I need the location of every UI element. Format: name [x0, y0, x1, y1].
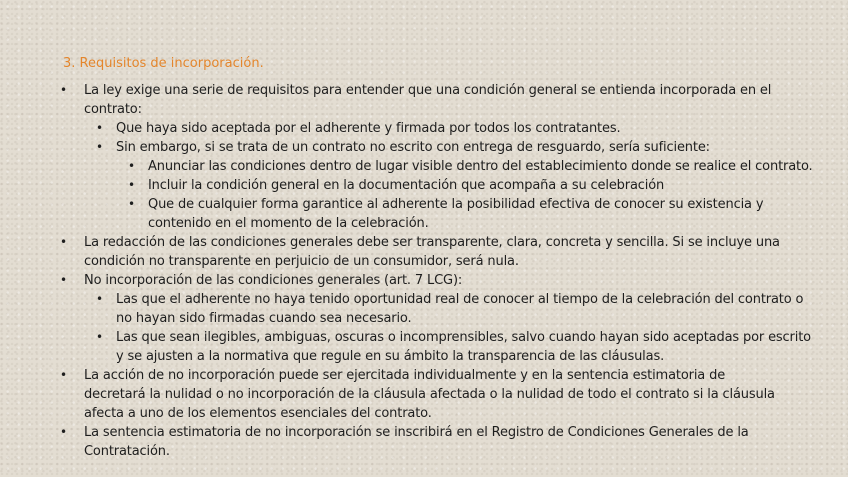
bullet-icon: • [60, 368, 67, 382]
list-item [0, 290, 816, 328]
list-item-text: Incluir la condición general en la documentación que acompaña a su celebración [148, 178, 665, 193]
bullet-list [0, 81, 848, 461]
list-item-text: No incorporación de las condiciones generales (art. 7 LCG): [84, 273, 463, 288]
list-item [0, 328, 816, 366]
bullet-icon: • [60, 235, 67, 249]
bullet-icon: • [96, 140, 103, 154]
list-item-text: Sin embargo, si se trata de un contrato no escrito con entrega de resguardo, sería suficiente: [116, 140, 710, 155]
list-item [0, 138, 816, 157]
list-item [0, 271, 784, 290]
bullet-icon: • [96, 330, 103, 344]
bullet-icon: • [128, 178, 135, 192]
slide-title: 3. Requisitos de incorporación. [63, 56, 264, 71]
bullet-icon: • [96, 292, 103, 306]
bullet-icon: • [60, 425, 67, 439]
bullet-icon: • [96, 121, 103, 135]
list-item-text: La sentencia estimatoria de no incorporación se inscribirá en el Registro de Condiciones Generales de la Contratación. [84, 425, 749, 459]
list-item [0, 195, 828, 233]
list-item-text: Anunciar las condiciones dentro de lugar visible dentro del establecimiento donde se realice el contrato. [148, 159, 813, 174]
list-item [0, 81, 784, 119]
bullet-icon: • [60, 273, 67, 287]
bullet-icon: • [60, 83, 67, 97]
list-item-text: Que de cualquier forma garantice al adherente la posibilidad efectiva de conocer su existencia y contenido en el momento de la celebración. [148, 197, 764, 231]
list-item [0, 119, 816, 138]
list-item [0, 176, 828, 195]
list-item-text: Las que el adherente no haya tenido oportunidad real de conocer al tiempo de la celebración del contrato o no hayan sido firmadas cuando sea necesario. [116, 292, 804, 326]
list-item [0, 423, 784, 461]
list-item [0, 157, 828, 176]
bullet-icon: • [128, 159, 135, 173]
list-item-text: Que haya sido aceptada por el adherente y firmada por todos los contratantes. [116, 121, 621, 136]
list-item-text: Las que sean ilegibles, ambiguas, oscuras o incomprensibles, salvo cuando hayan sido aceptadas por escrito y se ajusten a la normativa que regule en su ámbito la transparencia de las cláusulas. [116, 330, 811, 364]
list-item-text: La ley exige una serie de requisitos para entender que una condición general se entienda incorporada en el contrato: [84, 83, 772, 117]
list-item [0, 366, 784, 423]
bullet-icon: • [128, 197, 135, 211]
list-item-text: La acción de no incorporación puede ser ejercitada individualmente y en la sentencia estimatoria de decretará la nulidad o no incorporación de la cláusula afectada o la nulidad de todo el contrato si la cláusula afecta a uno de los elementos esenciales del contrato. [84, 368, 775, 421]
list-item-text: La redacción de las condiciones generales debe ser transparente, clara, concreta y sencilla. Si se incluye una condición no transparente en perjuicio de un consumidor, será nula. [84, 235, 780, 269]
list-item [0, 233, 784, 271]
